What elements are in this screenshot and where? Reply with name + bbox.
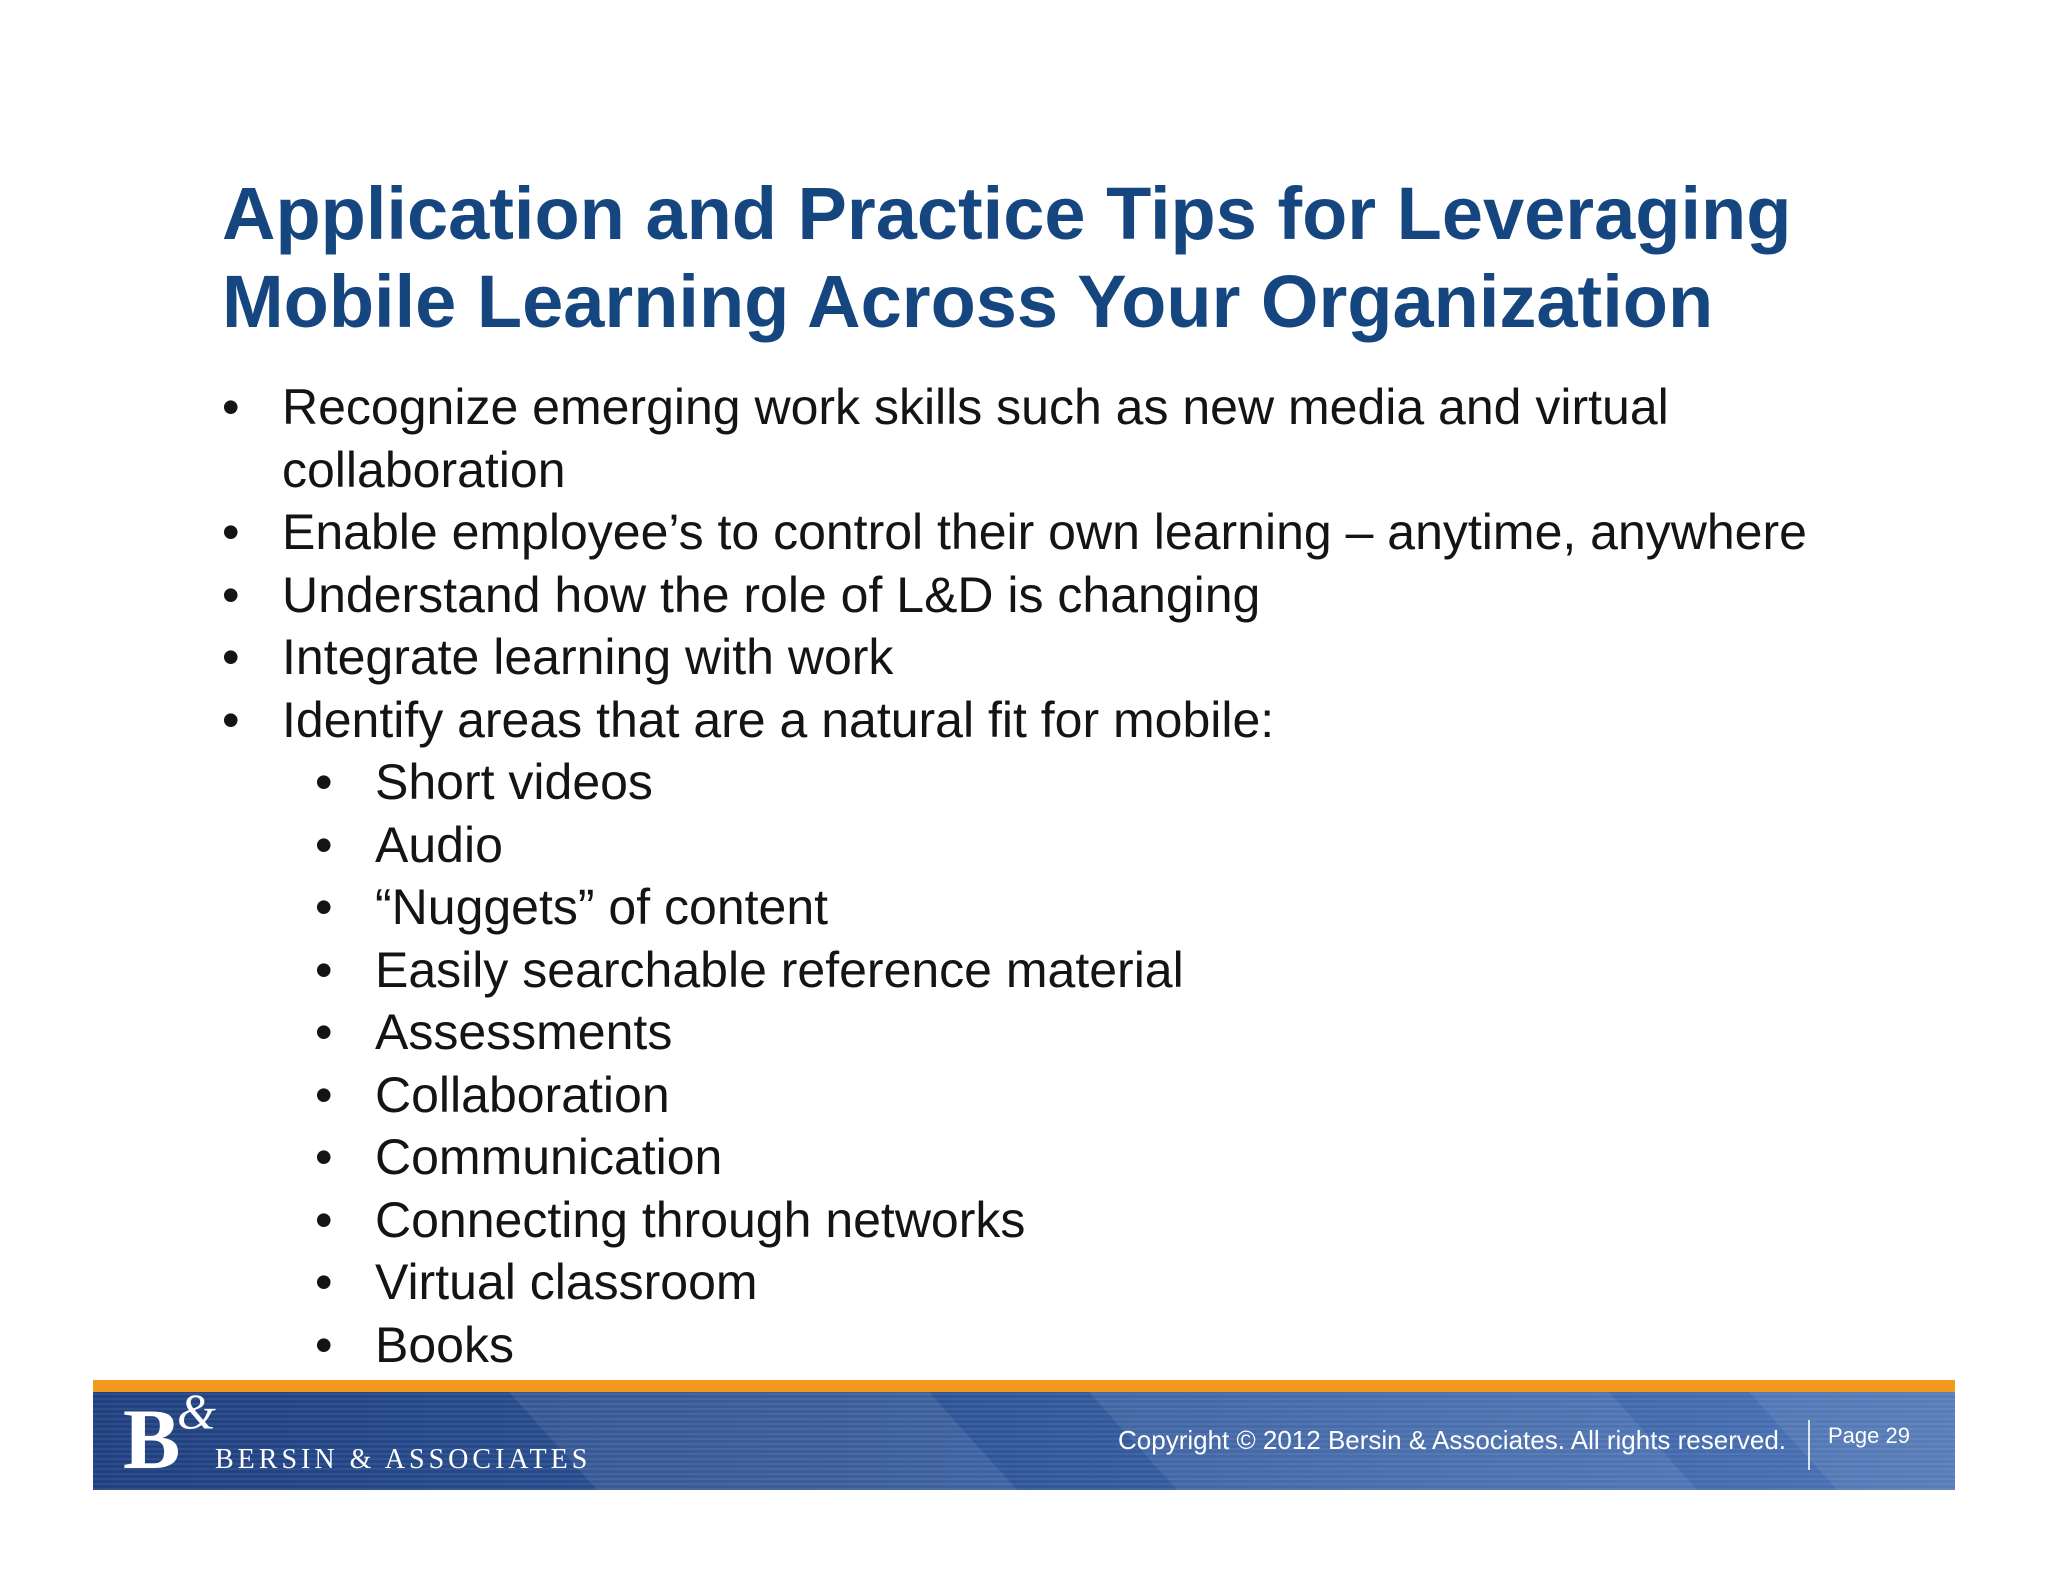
sub-bullet-text: Audio	[375, 816, 503, 873]
sub-bullet-text: Assessments	[375, 1004, 673, 1060]
bullet-item	[222, 376, 1982, 501]
bullet-item	[222, 626, 1982, 689]
sub-bullet-text: Easily searchable reference material	[375, 941, 1184, 998]
footer-accent-rule	[93, 1380, 1955, 1392]
logo-company-name: BERSIN & ASSOCIATES	[215, 1444, 592, 1475]
sub-bullet-item	[222, 876, 1982, 939]
bullet-text: Enable employee’s to control their own learning – anytime, anywhere	[282, 504, 1807, 560]
bullet-list	[222, 376, 1982, 1376]
bullet-item	[222, 689, 1982, 752]
sub-bullet-item	[222, 1314, 1982, 1377]
logo-letter: B	[123, 1392, 181, 1487]
sub-bullet-item	[222, 939, 1982, 1002]
sub-bullet-dot: •	[315, 1129, 333, 1185]
sub-bullet-dot: •	[315, 754, 333, 810]
bullet-text: Recognize emerging work skills such as new media and virtual	[282, 379, 1669, 435]
sub-bullet-item	[222, 814, 1982, 877]
sub-bullet-dot: •	[315, 1066, 333, 1123]
sub-bullet-dot: •	[315, 816, 333, 873]
sub-bullet-item	[222, 751, 1982, 814]
sub-bullet-text: Short videos	[375, 754, 653, 810]
copyright-notice: Copyright © 2012 Bersin & Associates. All rights reserved.	[1118, 1425, 1787, 1455]
slide-title	[222, 170, 1922, 346]
slide-title-line-2: Mobile Learning Across Your Organization	[222, 260, 1714, 343]
sub-bullet-text: Virtual classroom	[375, 1254, 758, 1310]
bullet-text-continuation: collaboration	[282, 441, 566, 498]
bullet-text: Identify areas that are a natural fit for mobile:	[282, 691, 1275, 748]
sub-bullet-text: “Nuggets” of content	[375, 879, 829, 935]
sub-bullet-item	[222, 1189, 1982, 1252]
bullet-text: Integrate learning with work	[282, 629, 894, 685]
footer-bar	[93, 1392, 1955, 1490]
sub-bullet-dot: •	[315, 879, 333, 935]
sub-bullet-text: Collaboration	[375, 1066, 670, 1123]
sub-bullet-item	[222, 1001, 1982, 1064]
sub-bullet-item	[222, 1064, 1982, 1127]
sub-bullet-item	[222, 1251, 1982, 1314]
sub-bullet-text: Communication	[375, 1129, 723, 1185]
bullet-dot: •	[222, 504, 240, 560]
sub-bullet-text: Books	[375, 1316, 514, 1373]
page-number: Page 29	[1828, 1423, 1910, 1448]
bullet-text: Understand how the role of L&D is changing	[282, 566, 1261, 623]
bullet-dot: •	[222, 629, 240, 685]
sub-bullet-item	[222, 1126, 1982, 1189]
slide-title-line-1: Application and Practice Tips for Leveraging	[222, 172, 1792, 255]
sub-bullet-text: Connecting through networks	[375, 1191, 1026, 1248]
sub-bullet-dot: •	[315, 1004, 333, 1060]
logo-ampersand: &	[177, 1392, 216, 1439]
bullet-item	[222, 501, 1982, 564]
sub-bullet-dot: •	[315, 1191, 333, 1248]
sub-bullet-dot: •	[315, 1254, 333, 1310]
bullet-dot: •	[222, 691, 240, 748]
bullet-item	[222, 564, 1982, 627]
sub-bullet-dot: •	[315, 1316, 333, 1373]
bullet-dot: •	[222, 379, 240, 435]
bullet-dot: •	[222, 566, 240, 623]
sub-bullet-dot: •	[315, 941, 333, 998]
footer-divider	[1808, 1420, 1810, 1470]
